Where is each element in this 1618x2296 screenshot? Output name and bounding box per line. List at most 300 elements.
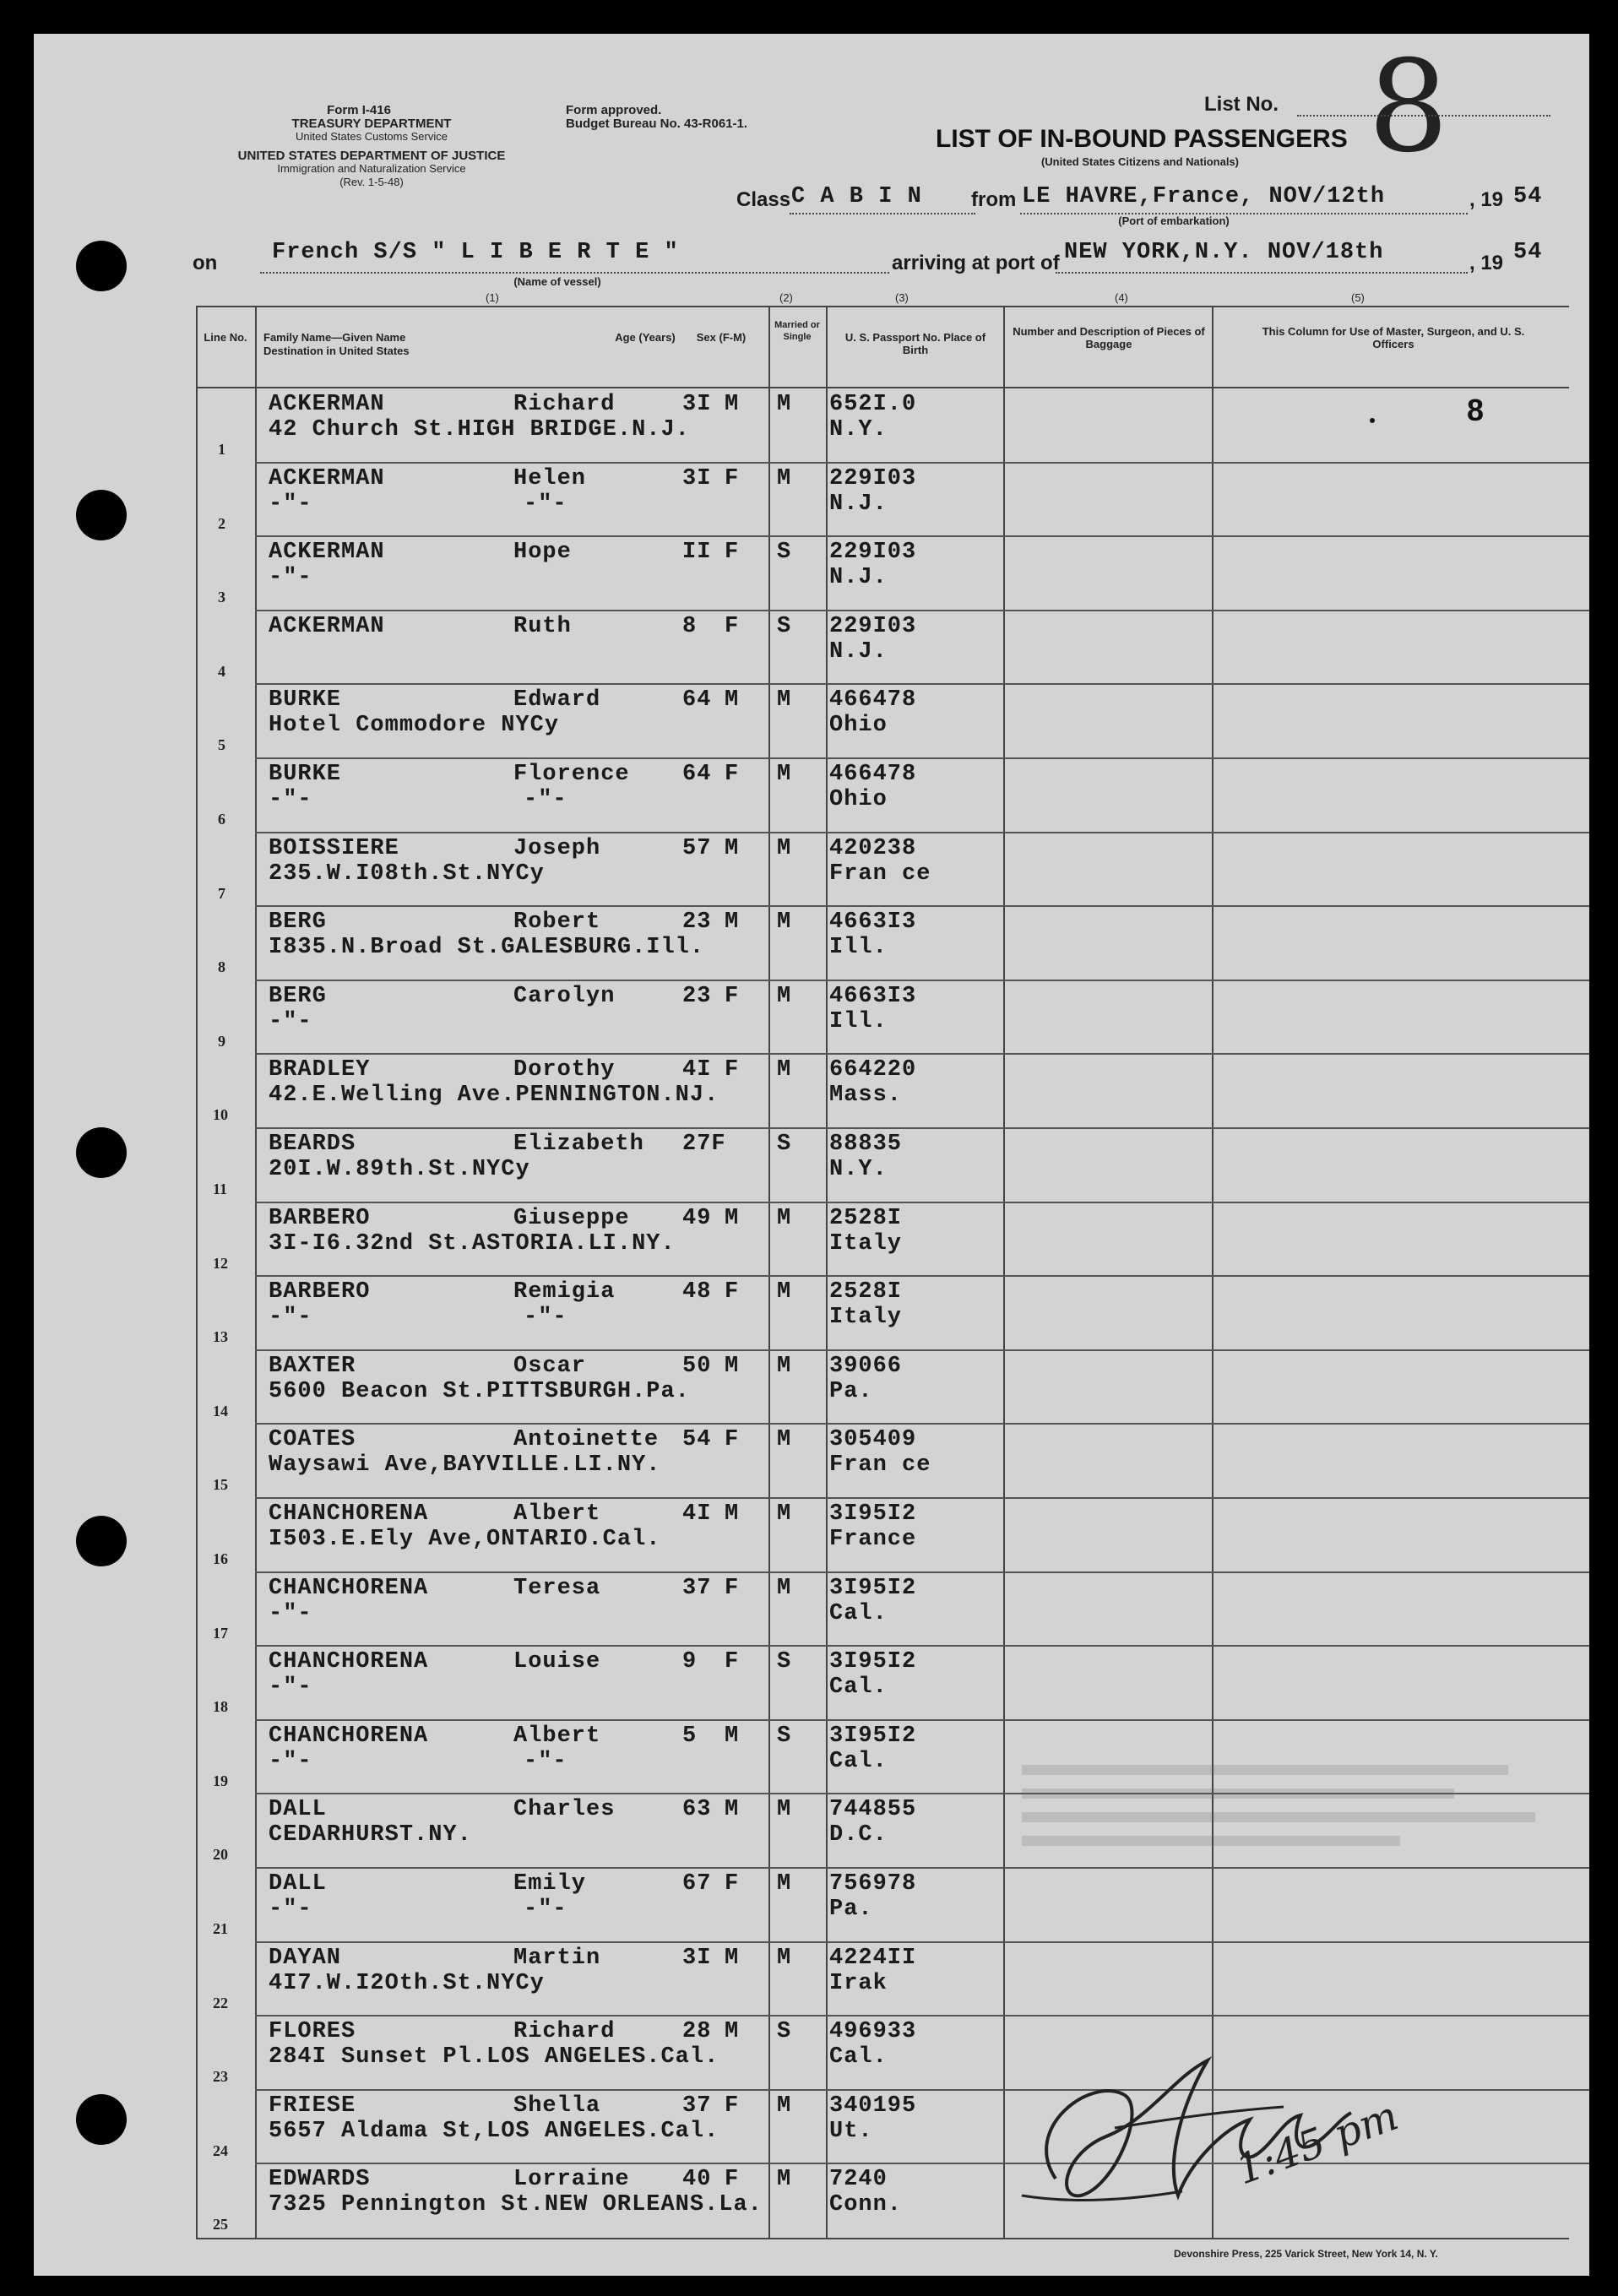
table-row — [34, 536, 1589, 611]
row-separator — [255, 1202, 1589, 1203]
passport-number: 2528I — [829, 1279, 903, 1305]
passport-number: 3I95I2 — [829, 1649, 917, 1675]
table-top-border — [196, 306, 1569, 307]
age: 54 — [682, 1427, 712, 1453]
place-of-birth: Fran ce — [829, 1452, 931, 1479]
place-of-birth: Cal. — [829, 1675, 888, 1701]
family-name: DALL — [269, 1797, 327, 1823]
row-separator — [255, 905, 1589, 907]
family-name: BERG — [269, 983, 327, 1009]
family-name: BOISSIERE — [269, 835, 399, 861]
line-number: 21 — [213, 1920, 228, 1937]
destination: -"- — [269, 787, 312, 812]
passport-number: 652I.0 — [829, 392, 917, 417]
place-of-birth: Italy — [829, 1305, 903, 1331]
destination: 42 Church St.HIGH BRIDGE.N.J. — [269, 417, 690, 442]
passport-number: 229I03 — [829, 465, 917, 491]
place-of-birth: N.J. — [829, 491, 888, 517]
year-label: , 19 — [1469, 188, 1504, 211]
marital-status: S — [777, 540, 792, 566]
list-title: LIST OF IN-BOUND PASSENGERS — [936, 125, 1348, 153]
sex: M — [725, 1945, 740, 1971]
place-of-birth: Ohio — [829, 713, 888, 739]
manifest-page — [34, 34, 1589, 2276]
given-name: Louise — [513, 1649, 601, 1675]
header-married: Married or Single — [774, 320, 820, 342]
age: 3I — [682, 392, 712, 417]
given-destination: -"- — [524, 491, 567, 517]
line-number: 22 — [213, 1994, 228, 2011]
line-number: 5 — [218, 736, 225, 754]
immigration-service: Immigration and Naturalization Service — [277, 162, 466, 175]
col-num-4: (4) — [1115, 291, 1128, 304]
destination: I503.E.Ely Ave,ONTARIO.Cal. — [269, 1527, 661, 1552]
family-name: COATES — [269, 1427, 356, 1453]
passport-number: 88835 — [829, 1132, 903, 1157]
destination: -"- — [269, 1897, 312, 1922]
table-row — [34, 1942, 1589, 2016]
given-destination: -"- — [524, 1897, 567, 1922]
marital-status: M — [777, 1871, 792, 1897]
place-of-birth: Cal. — [829, 2044, 888, 2071]
destination: 4I7.W.I2Oth.St.NYCy — [269, 1970, 545, 1996]
marital-status: M — [777, 762, 792, 787]
form-approved: Form approved. — [566, 103, 662, 117]
given-destination: -"- — [524, 787, 567, 812]
destination: 5600 Beacon St.PITTSBURGH.Pa. — [269, 1378, 690, 1404]
sex: F — [725, 1057, 740, 1083]
from-label: from — [971, 188, 1017, 211]
table-row — [34, 1054, 1589, 1128]
age: 27F — [682, 1132, 726, 1157]
passport-number: 3I95I2 — [829, 1723, 917, 1749]
row-separator — [255, 1423, 1589, 1425]
passport-number: 744855 — [829, 1797, 917, 1823]
header-sex: Sex (F-M) — [696, 331, 747, 344]
place-of-birth: Conn. — [829, 2192, 903, 2218]
row-separator — [255, 1497, 1589, 1499]
destination: -"- — [269, 491, 312, 517]
line-number: 2 — [218, 514, 225, 532]
family-name: BURKE — [269, 762, 342, 787]
family-name: BERG — [269, 909, 327, 936]
table-row — [34, 1572, 1589, 1647]
row-separator — [255, 1127, 1589, 1129]
row-separator — [255, 1719, 1589, 1721]
header-baggage: Number and Description of Pieces of Baggage — [1013, 325, 1205, 350]
line-number: 18 — [213, 1698, 228, 1716]
sex: F — [725, 762, 740, 787]
age: 5 — [682, 1723, 698, 1749]
marital-status: M — [777, 1501, 792, 1527]
row-separator — [255, 1053, 1589, 1055]
table-row — [34, 758, 1589, 833]
line-number: 13 — [213, 1328, 228, 1346]
place-of-birth: N.Y. — [829, 417, 888, 442]
passport-number: 664220 — [829, 1057, 917, 1083]
destination: -"- — [269, 1600, 312, 1626]
place-of-birth: N.Y. — [829, 1157, 888, 1182]
place-of-birth: Ut. — [829, 2118, 873, 2144]
family-name: EDWARDS — [269, 2167, 371, 2193]
row-separator — [255, 2015, 1589, 2016]
given-name: Teresa — [513, 1575, 601, 1601]
marital-status: S — [777, 2019, 792, 2045]
family-name: BARBERO — [269, 1205, 371, 1231]
age: 48 — [682, 1279, 712, 1305]
family-name: DAYAN — [269, 1945, 342, 1971]
given-name: Martin — [513, 1945, 601, 1971]
destination: -"- — [269, 1305, 312, 1331]
marital-status: M — [777, 835, 792, 861]
vessel-caption: (Name of vessel) — [513, 275, 601, 288]
family-name: ACKERMAN — [269, 540, 385, 566]
marital-status: M — [777, 1945, 792, 1971]
marital-status: M — [777, 2167, 792, 2193]
place-of-birth: France — [829, 1527, 917, 1552]
destination: -"- — [269, 1675, 312, 1701]
sex: F — [725, 465, 740, 491]
table-row — [34, 611, 1589, 685]
given-name: Joseph — [513, 835, 601, 861]
line-number: 9 — [218, 1032, 225, 1050]
age: 37 — [682, 2092, 712, 2119]
sex: M — [725, 1723, 740, 1749]
age: 67 — [682, 1871, 712, 1897]
arrival-year-value: 54 — [1513, 240, 1543, 265]
given-name: Emily — [513, 1871, 587, 1897]
passport-number: 4663I3 — [829, 909, 917, 936]
marital-status: M — [777, 2092, 792, 2119]
given-name: Helen — [513, 465, 587, 491]
age: II — [682, 540, 712, 566]
age: 4I — [682, 1057, 712, 1083]
given-name: Charles — [513, 1797, 616, 1823]
destination: 3I-I6.32nd St.ASTORIA.LI.NY. — [269, 1230, 676, 1257]
line-number: 7 — [218, 884, 225, 902]
sex: F — [725, 540, 740, 566]
sex: F — [725, 983, 740, 1009]
line-number: 19 — [213, 1772, 228, 1789]
arriving-label: arriving at port of — [892, 252, 1060, 274]
age: 3I — [682, 1945, 712, 1971]
passport-number: 4224II — [829, 1945, 917, 1971]
row-separator — [255, 462, 1589, 464]
col-num-1: (1) — [486, 291, 499, 304]
line-number: 6 — [218, 811, 225, 828]
given-name: Florence — [513, 762, 630, 787]
marital-status: M — [777, 1797, 792, 1823]
class-line — [790, 213, 975, 214]
marital-status: M — [777, 392, 792, 417]
table-row — [34, 1424, 1589, 1498]
list-number-label: List No. — [1204, 93, 1279, 116]
marital-status: M — [777, 1279, 792, 1305]
marital-status: M — [777, 465, 792, 491]
family-name: BURKE — [269, 687, 342, 714]
passport-number: 496933 — [829, 2019, 917, 2045]
given-name: Oscar — [513, 1353, 587, 1379]
given-name: Albert — [513, 1723, 601, 1749]
budget-bureau: Budget Bureau No. 43-R061-1. — [566, 117, 748, 131]
row-separator — [255, 1645, 1589, 1647]
class-value: C A B I N — [791, 184, 922, 209]
family-name: BAXTER — [269, 1353, 356, 1379]
marital-status: S — [777, 1723, 792, 1749]
col-num-5: (5) — [1351, 291, 1365, 304]
sex: F — [725, 1871, 740, 1897]
row-separator — [255, 757, 1589, 759]
form-number: Form I-416 — [327, 103, 391, 117]
place-of-birth: N.J. — [829, 638, 888, 665]
sex: F — [725, 1279, 740, 1305]
place-of-birth: Fran ce — [829, 860, 931, 887]
family-name: ACKERMAN — [269, 392, 385, 417]
given-name: Antoinette — [513, 1427, 660, 1453]
sex: M — [725, 909, 740, 936]
place-of-birth: Cal. — [829, 1748, 888, 1774]
table-row — [34, 833, 1589, 907]
place-of-birth: Ill. — [829, 935, 888, 961]
marital-status: M — [777, 1575, 792, 1601]
table-row — [34, 684, 1589, 758]
col-num-3: (3) — [895, 291, 909, 304]
given-name: Dorothy — [513, 1057, 616, 1083]
given-name: Elizabeth — [513, 1132, 644, 1157]
destination: -"- — [269, 1748, 312, 1774]
marital-status: M — [777, 1353, 792, 1379]
embarkation-port: LE HAVRE,France, NOV/12th — [1022, 184, 1386, 209]
destination: 235.W.I08th.St.NYCy — [269, 860, 545, 887]
destination: CEDARHURST.NY. — [269, 1822, 472, 1848]
table-row — [34, 463, 1589, 537]
department-of-justice: UNITED STATES DEPARTMENT OF JUSTICE — [237, 149, 506, 163]
family-name: ACKERMAN — [269, 465, 385, 491]
sex: M — [725, 1797, 740, 1823]
list-number-line — [1297, 115, 1550, 117]
given-name: Remigia — [513, 1279, 616, 1305]
destination: -"- — [269, 1008, 312, 1034]
header-officers: This Column for Use of Master, Surgeon, and U. S. Officers — [1262, 325, 1525, 350]
family-name: ACKERMAN — [269, 613, 385, 639]
family-name: CHANCHORENA — [269, 1723, 429, 1749]
passport-number: 756978 — [829, 1871, 917, 1897]
destination: -"- — [269, 565, 312, 591]
sex: F — [725, 1427, 740, 1453]
place-of-birth: N.J. — [829, 565, 888, 591]
table-row — [34, 1128, 1589, 1202]
destination: Hotel Commodore NYCy — [269, 713, 560, 739]
line-number: 12 — [213, 1254, 228, 1272]
marital-status: M — [777, 909, 792, 936]
row-separator — [255, 1571, 1589, 1573]
header-age: Age (Years) — [615, 331, 676, 344]
place-of-birth: Pa. — [829, 1897, 873, 1922]
destination: I835.N.Broad St.GALESBURG.Ill. — [269, 935, 705, 961]
line-number: 24 — [213, 2141, 228, 2159]
table-row — [34, 1276, 1589, 1350]
table-row — [34, 980, 1589, 1055]
family-name: CHANCHORENA — [269, 1649, 429, 1675]
age: 23 — [682, 983, 712, 1009]
marital-status: M — [777, 983, 792, 1009]
line-number: 10 — [213, 1106, 228, 1124]
line-number: 14 — [213, 1402, 228, 1419]
passport-number: 229I03 — [829, 540, 917, 566]
place-of-birth: Pa. — [829, 1378, 873, 1404]
sex: M — [725, 1353, 740, 1379]
sex: M — [725, 835, 740, 861]
row-separator — [255, 610, 1589, 611]
given-name: Richard — [513, 2019, 616, 2045]
given-name: Richard — [513, 392, 616, 417]
age: 23 — [682, 909, 712, 936]
family-name: BEARDS — [269, 1132, 356, 1157]
passport-number: 466478 — [829, 687, 917, 714]
faded-stamp — [1022, 1756, 1562, 1951]
header-line-no: Line No. — [204, 331, 247, 344]
destination: Waysawi Ave,BAYVILLE.LI.NY. — [269, 1452, 661, 1479]
age: 4I — [682, 1501, 712, 1527]
line-number: 15 — [213, 1476, 228, 1494]
destination: 5657 Aldama St,LOS ANGELES.Cal. — [269, 2118, 719, 2144]
sex: F — [725, 2167, 740, 2193]
age: 9 — [682, 1649, 698, 1675]
punch-hole — [76, 241, 127, 291]
table-row — [34, 1646, 1589, 1720]
table-row — [34, 1498, 1589, 1572]
age: 3I — [682, 465, 712, 491]
marital-status: M — [777, 1427, 792, 1453]
place-of-birth: Ill. — [829, 1008, 888, 1034]
sex: F — [725, 1649, 740, 1675]
line-number: 3 — [218, 589, 225, 606]
line-number: 17 — [213, 1624, 228, 1642]
destination: 42.E.Welling Ave.PENNINGTON.NJ. — [269, 1083, 719, 1109]
table-row — [34, 906, 1589, 980]
row-separator — [255, 535, 1589, 537]
sex: M — [725, 2019, 740, 2045]
row-separator — [255, 832, 1589, 833]
line-number: 25 — [213, 2216, 228, 2234]
given-name: Albert — [513, 1501, 601, 1527]
place-of-birth: Italy — [829, 1230, 903, 1257]
marital-status: M — [777, 1205, 792, 1231]
col-num-2: (2) — [779, 291, 793, 304]
marital-status: S — [777, 613, 792, 639]
officer-mark: 8 — [1467, 393, 1485, 427]
sex: M — [725, 687, 740, 714]
vessel-line — [260, 272, 889, 274]
passport-number: 466478 — [829, 762, 917, 787]
passport-number: 3I95I2 — [829, 1501, 917, 1527]
header-passport: U. S. Passport No. Place of Birth — [844, 331, 986, 356]
place-of-birth: D.C. — [829, 1822, 888, 1848]
age: 57 — [682, 835, 712, 861]
sex: F — [725, 1575, 740, 1601]
table-row — [34, 1202, 1589, 1277]
place-of-birth: Mass. — [829, 1083, 903, 1109]
row-separator — [255, 1275, 1589, 1277]
passport-number: 39066 — [829, 1353, 903, 1379]
place-of-birth: Cal. — [829, 1600, 888, 1626]
row-separator — [255, 683, 1589, 685]
arrival-year-label: , 19 — [1469, 252, 1504, 274]
signature-time: 1:45 pm — [1230, 2092, 1404, 2195]
age: 49 — [682, 1205, 712, 1231]
age: 50 — [682, 1353, 712, 1379]
sex: M — [725, 392, 740, 417]
arrival-line — [1056, 272, 1468, 274]
marital-status: M — [777, 687, 792, 714]
treasury-department: TREASURY DEPARTMENT — [291, 117, 452, 131]
destination: 284I Sunset Pl.LOS ANGELES.Cal. — [269, 2044, 719, 2071]
marital-status: M — [777, 1057, 792, 1083]
vessel-name: French S/S " L I B E R T E " — [272, 240, 679, 265]
table-row — [34, 388, 1589, 463]
passport-number: 2528I — [829, 1205, 903, 1231]
passport-number: 229I03 — [829, 613, 917, 639]
port-embarkation-caption: (Port of embarkation) — [1118, 214, 1230, 227]
family-name: DALL — [269, 1871, 327, 1897]
destination: 7325 Pennington St.NEW ORLEANS.La. — [269, 2192, 763, 2218]
given-name: Carolyn — [513, 983, 616, 1009]
sex: M — [725, 1501, 740, 1527]
arrival-port: NEW YORK,N.Y. NOV/18th — [1064, 240, 1384, 265]
row-separator — [255, 1349, 1589, 1351]
passport-number: 305409 — [829, 1427, 917, 1453]
list-number-value: 8 — [1368, 34, 1449, 181]
family-name: BARBERO — [269, 1279, 371, 1305]
place-of-birth: Ohio — [829, 787, 888, 812]
given-name: Shella — [513, 2092, 601, 2119]
customs-service: United States Customs Service — [296, 130, 448, 143]
given-name: Edward — [513, 687, 601, 714]
line-number: 11 — [213, 1181, 228, 1197]
place-of-birth: Irak — [829, 1970, 888, 1996]
table-row — [34, 1350, 1589, 1425]
header-destination: Destination in United States — [263, 345, 410, 357]
family-name: CHANCHORENA — [269, 1501, 429, 1527]
marital-status: S — [777, 1649, 792, 1675]
sex: F — [725, 613, 740, 639]
passport-number: 7240 — [829, 2167, 888, 2193]
age: 40 — [682, 2167, 712, 2193]
given-name: Ruth — [513, 613, 572, 639]
age: 64 — [682, 687, 712, 714]
passport-number: 420238 — [829, 835, 917, 861]
age: 64 — [682, 762, 712, 787]
sex: F — [725, 2092, 740, 2119]
family-name: FLORES — [269, 2019, 356, 2045]
line-number: 8 — [218, 958, 225, 976]
printer-imprint: Devonshire Press, 225 Varick Street, New York 14, N. Y. — [1174, 2248, 1438, 2260]
passport-number: 4663I3 — [829, 983, 917, 1009]
header-name: Family Name—Given Name — [263, 331, 406, 344]
given-name: Lorraine — [513, 2167, 630, 2193]
line-number: 23 — [213, 2068, 228, 2086]
family-name: CHANCHORENA — [269, 1575, 429, 1601]
line-number: 20 — [213, 1846, 228, 1864]
list-subtitle: (United States Citizens and Nationals) — [1040, 155, 1240, 168]
line-number: 1 — [218, 441, 225, 458]
class-label: Class — [736, 188, 791, 211]
year-value: 54 — [1513, 184, 1543, 209]
marital-status: S — [777, 1132, 792, 1157]
age: 63 — [682, 1797, 712, 1823]
given-name: Hope — [513, 540, 572, 566]
on-label: on — [193, 252, 218, 274]
